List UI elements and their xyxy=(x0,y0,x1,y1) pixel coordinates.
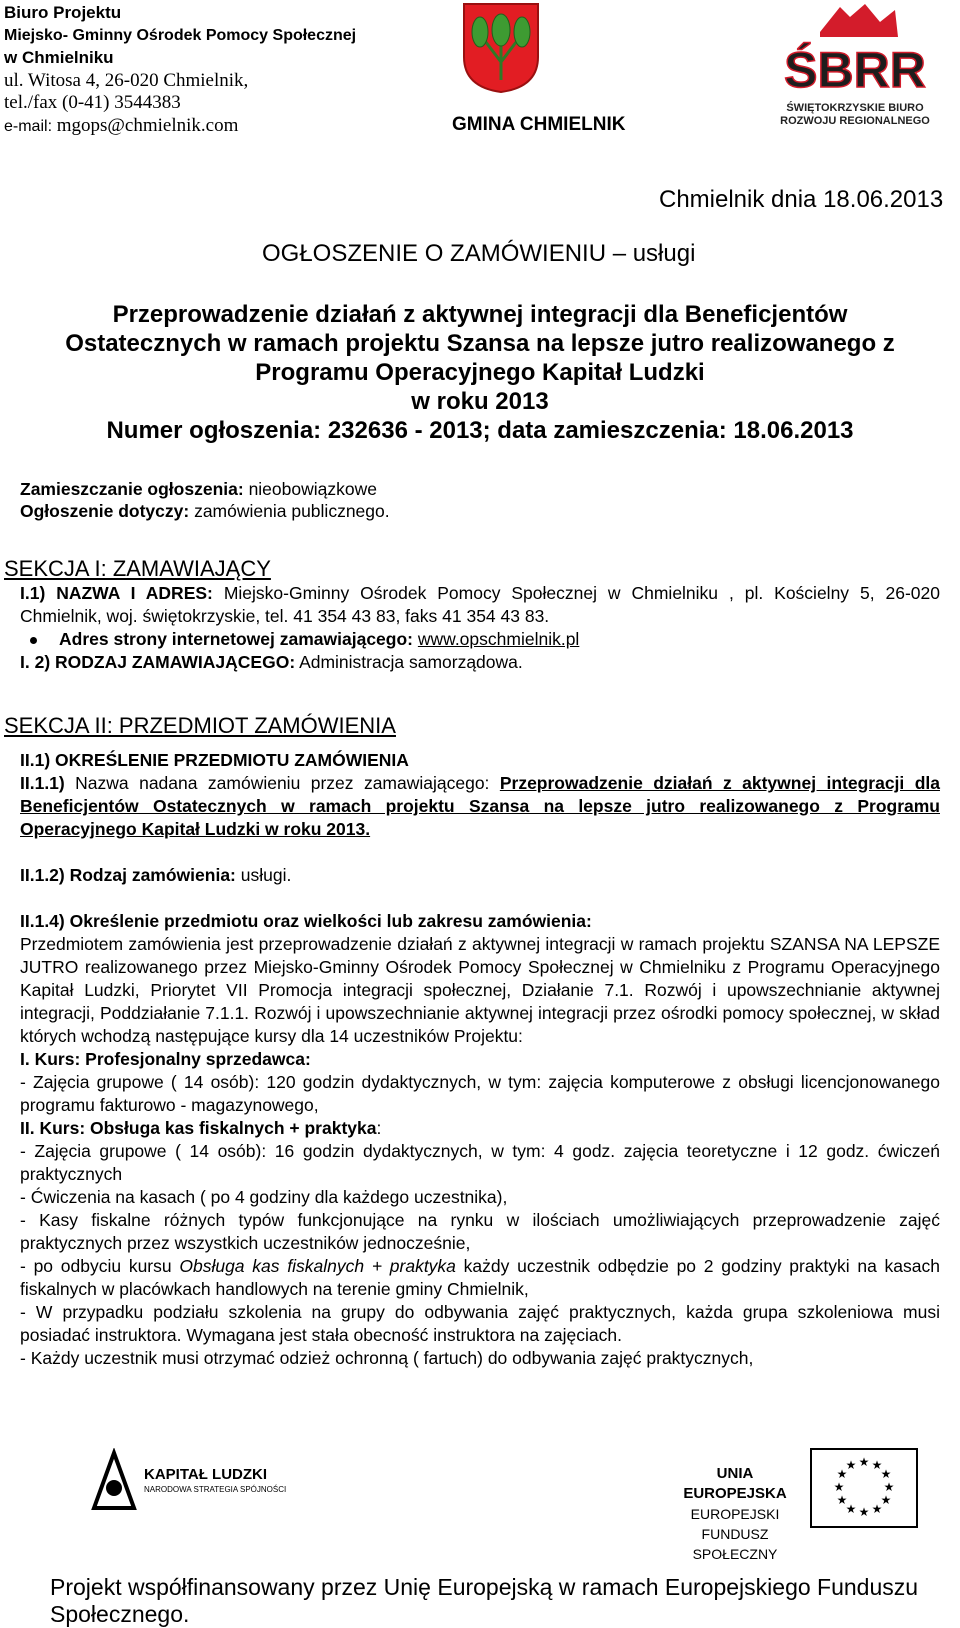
email-label: e-mail: xyxy=(4,117,53,135)
www-label: Adres strony internetowej zamawiającego: xyxy=(59,629,413,649)
email[interactable]: mgops@chmielnik.com xyxy=(56,114,239,136)
org-address: ul. Witosa 4, 26-020 Chmielnik, xyxy=(4,69,249,91)
kl-title: KAPITAŁ LUDZKI xyxy=(144,1466,268,1483)
course2-item5: - W przypadku podziału szkolenia na grupy do odbywania zajęć praktycznych, każda grupa szkoleniowa musi posiadać instruktora. Wymagana jest stała obecność instruktora na zajęciach. xyxy=(20,1302,940,1345)
org-tel: tel./fax (0-41) 3544383 xyxy=(4,92,181,113)
gmina-coat-of-arms-icon xyxy=(462,2,540,94)
placement-label: Zamieszczanie ogłoszenia: xyxy=(20,479,244,499)
sbrr-logo-text: ŚBRR xyxy=(784,42,926,97)
svg-text:★: ★ xyxy=(871,1458,883,1472)
concerns-value: zamówienia publicznego. xyxy=(194,501,390,521)
svg-text:★: ★ xyxy=(880,1493,892,1507)
title-line3: Programu Operacyjnego Kapitał Ludzki xyxy=(255,359,705,386)
ue-line2: EUROPEJSKI xyxy=(690,1506,780,1522)
svg-text:★: ★ xyxy=(833,1480,845,1494)
ue-line3: FUNDUSZ SPOŁECZNY xyxy=(692,1526,778,1562)
svg-text:★: ★ xyxy=(836,1493,848,1507)
svg-text:★: ★ xyxy=(880,1467,892,1481)
section2-heading: SEKCJA II: PRZEDMIOT ZAMÓWIENIA xyxy=(4,713,396,738)
svg-text:★: ★ xyxy=(858,1455,870,1469)
sbrr-logo xyxy=(780,2,930,132)
svg-text:★: ★ xyxy=(871,1502,883,1516)
sbrr-emblem-icon xyxy=(780,2,930,97)
course2-item1: - Zajęcia grupowe ( 14 osób): 16 godzin dydaktycznych, w tym: 4 godz. zajęcia teoretyczne i 12 godz. ćwiczeń praktycznych xyxy=(20,1141,940,1184)
kapital-ludzki-icon xyxy=(84,1448,142,1518)
svg-text:★: ★ xyxy=(883,1480,895,1494)
name-label: I.1) NAZWA I ADRES: xyxy=(20,583,213,603)
course2-label: II. Kurs: Obsługa kas fiskalnych + praktyka xyxy=(20,1118,377,1138)
sub1-heading: II.1) OKREŚLENIE PRZEDMIOTU ZAMÓWIENIA xyxy=(20,750,409,770)
ue-line1: UNIA EUROPEJSKA xyxy=(683,1465,787,1502)
type-value: Administracja samorządowa. xyxy=(299,652,523,672)
section2-body: II.1) OKREŚLENIE PRZEDMIOTU ZAMÓWIENIA II.1.1) Nazwa nadana zamówieniu przez zamawiającego: Przeprowadzenie działań z aktywnej integracji dla Beneficjentów Ostatecznych w ramach projektu Szansa na lepsze jutro realizowanego z Programu Operacyjnego Kapitał Ludzki w roku 2013. II.1.2) Rodzaj zamówienia: usługi. II.1.4) Określenie przedmiotu oraz wielkości lub zakresu zamówienia: Przedmiotem zamówienia jest przeprowadzenie działań z aktywnej integracji w ramach projektu SZANSA NA LEPSZE JUTRO realizowanego przez Miejsko-Gminny Ośrodek Pomocy Społecznej w Chmielniku z Programu Operacyjnego Kapitał Ludzki, Priorytet VII Promocja integracji społecznej, Działanie 7.1. Rozwój i upowszechnianie aktywnej integracji, Poddziałanie 7.1.1. Rozwój i upowszechnianie aktywnej integracji przez ośrodki pomocy społecznej, w skład których wchodzą następujące kursy dla 14 uczestników Projektu: I. Kurs: Profesjonalny sprzedawca: - Zajęcia grupowe ( 14 osób): 120 godzin dydaktycznych, w tym: zajęcia komputerowe z obsługi licencjonowanego programu fakturowo - magazynowego, II. Kurs: Obsługa kas fiskalnych + praktyka: - Zajęcia grupowe ( 14 osób): 16 godzin dydaktycznych, w tym: 4 godz. zajęcia teoretyczne i 12 godz. ćwiczeń praktycznych - Ćwiczenia na kasach ( po 4 godziny dla każdego uczestnika), - Kasy fiskalne różnych typów funkcjonujące na rynku w ilościach umożliwiających przeprowadzenie zajęć praktycznych przez wszystkich uczestników jednocześnie, - po odbyciu kursu Obsługa kas fiskalnych + praktyka każdy uczestnik odbędzie po 2 godziny praktyki na kasach fiskalnych w placówkach handlowych na terenie gminy Chmielnik, - W przypadku podziału szkolenia na grupy do odbywania zajęć praktycznych, każda grupa szkoleniowa musi posiadać instruktora. Wymagana jest stała obecność instruktora na zajęciach. - Każdy uczestnik musi otrzymać odzież ochronną ( fartuch) do odbywania zajęć praktycznych, xyxy=(20,750,940,1368)
title-line2: Ostatecznych w ramach projektu Szansa na lepsze jutro realizowanego z xyxy=(65,330,895,357)
scope-label: II.1.4) Określenie przedmiotu oraz wielkości lub zakresu zamówienia: xyxy=(20,911,592,931)
announcement-meta xyxy=(20,478,390,522)
kind-value: usługi. xyxy=(240,865,292,885)
org-line3: w Chmielniku xyxy=(4,48,114,67)
sbrr-name xyxy=(780,102,930,128)
name-label-2: II.1.1) xyxy=(20,773,65,793)
name-value: Miejsko-Gminny Ośrodek Pomocy Społecznej w Chmielniku , pl. Kościelny 5, 26-020 Chmielnik, woj. świętokrzyskie, tel. 41 354 43 83, faks 41 354 43 83. xyxy=(20,583,940,626)
org-line2: Miejsko- Gminny Ośrodek Pomocy Społecznej xyxy=(4,26,357,44)
document-date: Chmielnik dnia 18.06.2013 xyxy=(659,186,944,213)
course2-item6: - Każdy uczestnik musi otrzymać odzież ochronną ( fartuch) do odbywania zajęć praktycznych, xyxy=(20,1348,754,1368)
bullet-icon xyxy=(30,637,37,644)
title-line4: w roku 2013 xyxy=(411,388,549,415)
course2-item4 xyxy=(20,1255,940,1301)
gmina-label: GMINA CHMIELNIK xyxy=(452,114,626,135)
placement-value: nieobowiązkowe xyxy=(248,479,377,499)
svg-text:★: ★ xyxy=(836,1467,848,1481)
concerns-label: Ogłoszenie dotyczy: xyxy=(20,501,190,521)
course2-item4-a: - po odbyciu kursu xyxy=(20,1256,180,1276)
footer-note: Projekt współfinansowany przez Unię Europejską w ramach Europejskiego Funduszu Społecznego. xyxy=(50,1574,919,1627)
svg-text:★: ★ xyxy=(845,1502,857,1516)
section1-body xyxy=(20,582,940,674)
title-line5: Numer ogłoszenia: 232636 - 2013; data zamieszczenia: 18.06.2013 xyxy=(106,417,854,444)
kapital-ludzki-logo xyxy=(84,1448,314,1528)
eu-flag-icon xyxy=(810,1448,918,1528)
course2-item2: - Ćwiczenia na kasach ( po 4 godziny dla każdego uczestnika), xyxy=(20,1187,508,1207)
org-line1: Biuro Projektu xyxy=(4,3,122,22)
title-line1: Przeprowadzenie działań z aktywnej integracji dla Beneficjentów xyxy=(112,301,848,328)
course1-label: I. Kurs: Profesjonalny sprzedawca: xyxy=(20,1049,311,1069)
svg-text:★: ★ xyxy=(858,1505,870,1519)
name-value-2: Przeprowadzenie działań z aktywnej integracji dla Beneficjentów Ostatecznych w ramach projektu Szansa na lepsze jutro realizowanego z Programu Operacyjnego Kapitał Ludzki w roku 2013. xyxy=(20,773,940,839)
document-title xyxy=(20,300,940,445)
sbrr-line1: ŚWIĘTOKRZYSKIE BIURO xyxy=(786,102,924,114)
sbrr-line2: ROZWOJU REGIONALNEGO xyxy=(780,115,930,127)
course2-item3: - Kasy fiskalne różnych typów funkcjonujące na rynku w ilościach umożliwiających przeprowadzenie zajęć praktycznych przez wszystkich uczestników jednocześnie, xyxy=(20,1210,940,1253)
course2-item4-italic: Obsługa kas fiskalnych + praktyka xyxy=(179,1256,456,1276)
type-label: I. 2) RODZAJ ZAMAWIAJĄCEGO: xyxy=(20,652,296,672)
course2-item4-b: każdy uczestnik odbędzie po 2 godziny praktyki na kasach fiskalnych w placówkach handlowych na terenie gminy Chmielnik, xyxy=(20,1256,940,1299)
eu-logo-text xyxy=(670,1464,800,1564)
svg-text:★: ★ xyxy=(845,1458,857,1472)
announcement-type: OGŁOSZENIE O ZAMÓWIENIU – usługi xyxy=(262,240,696,267)
section1-heading: SEKCJA I: ZAMAWIAJĄCY xyxy=(4,556,271,581)
name-text: Nazwa nadana zamówieniu przez zamawiającego: xyxy=(75,773,490,793)
kind-label: II.1.2) Rodzaj zamówienia: xyxy=(20,865,236,885)
kl-sub: NARODOWA STRATEGIA SPÓJNOŚCI xyxy=(144,1485,287,1494)
www-link[interactable]: www.opschmielnik.pl xyxy=(417,629,580,649)
course1-item: - Zajęcia grupowe ( 14 osób): 120 godzin dydaktycznych, w tym: zajęcia komputerowe z obsługi licencjonowanego programu fakturowo - magazynowego, xyxy=(20,1072,940,1115)
scope-text: Przedmiotem zamówienia jest przeprowadzenie działań z aktywnej integracji w ramach projektu SZANSA NA LEPSZE JUTRO realizowanego przez Miejsko-Gminny Ośrodek Pomocy Społecznej w Chmielniku z Programu Operacyjnego Kapitał Ludzki, Priorytet VII Promocja integracji społecznej, Działanie 7.1. Rozwój i upowszechnianie aktywnej integracji, Poddziałanie 7.1.1. Rozwój i upowszechnianie aktywnej integracji przez ośrodki pomocy społecznej, w skład których wchodzą następujące kursy dla 14 uczestników Projektu: xyxy=(20,934,940,1046)
org-header xyxy=(4,2,356,138)
